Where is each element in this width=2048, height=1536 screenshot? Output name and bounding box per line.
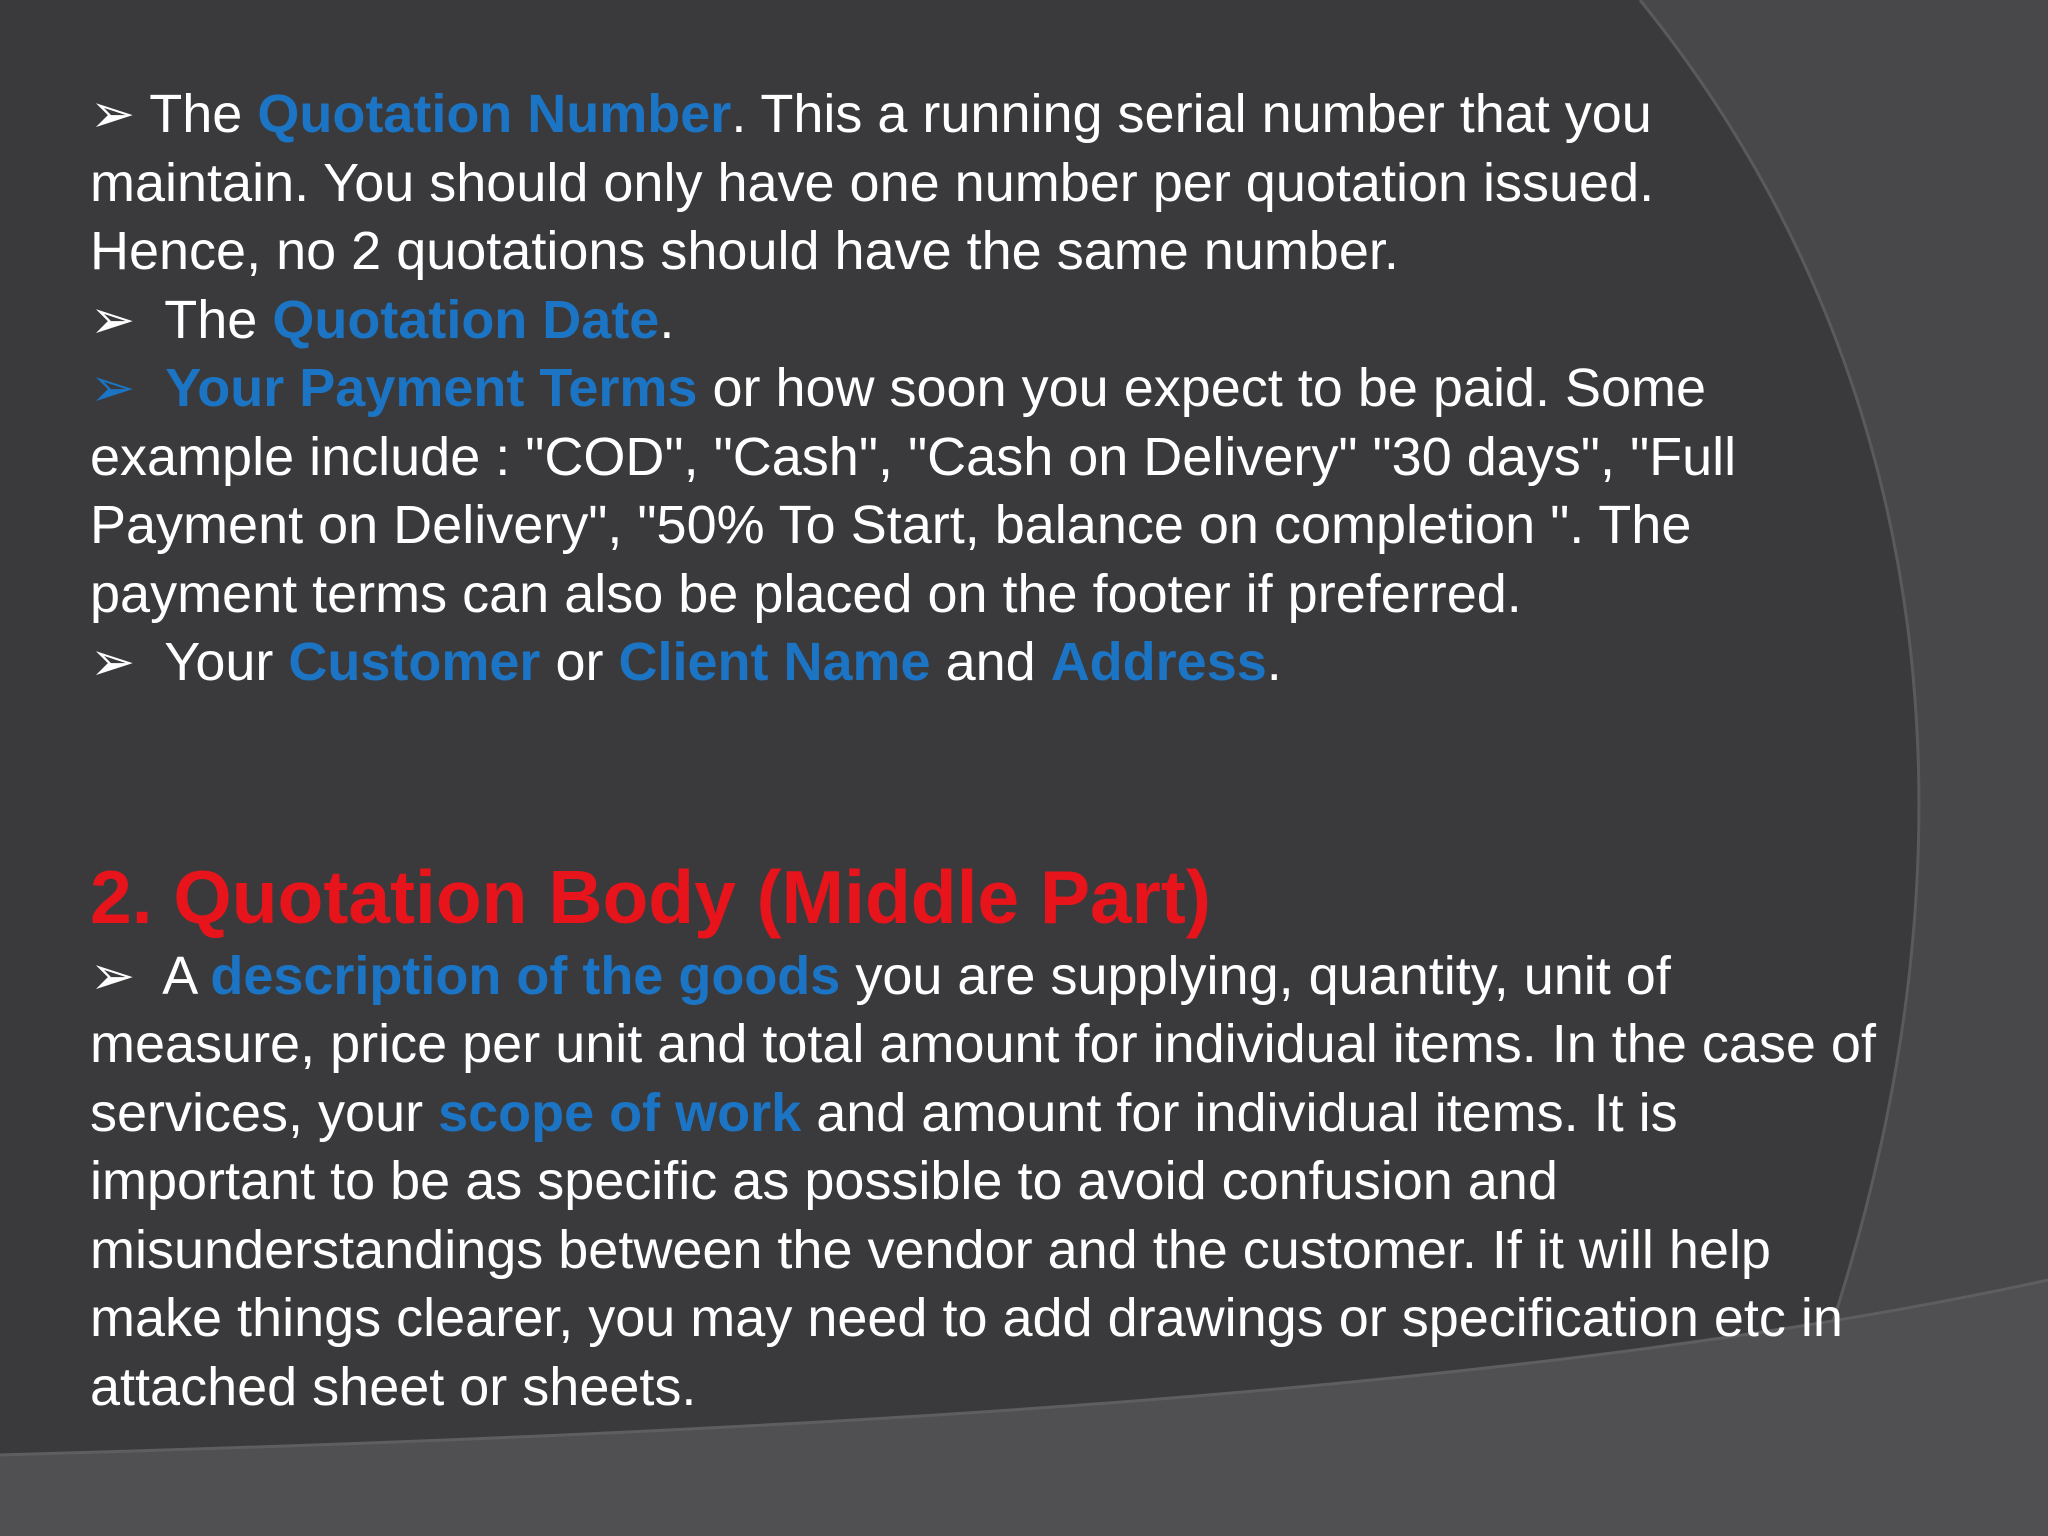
highlight-quotation-date: Quotation Date bbox=[272, 289, 660, 350]
arrowhead-bullet-icon: ➢ bbox=[90, 632, 136, 692]
text-line: measure, price per unit and total amount for individual items. In the case of bbox=[90, 1014, 1876, 1074]
highlight-address: Address bbox=[1050, 632, 1267, 692]
text-line: Payment on Delivery", "50% To Start, balance on completion ". The bbox=[90, 495, 1692, 555]
text-line: Hence, no 2 quotations should have the same number. bbox=[90, 221, 1399, 281]
highlight-payment-terms: Your Payment Terms bbox=[165, 358, 698, 418]
section-heading: 2. Quotation Body (Middle Part) bbox=[90, 854, 1211, 939]
bullet-customer-details: ➢ Your Customer or Client Name and Address. bbox=[90, 628, 1990, 697]
bullet-payment-terms: ➢ Your Payment Terms or how soon you expect to be paid. Some bbox=[90, 354, 1990, 423]
highlight-scope-of-work: scope of work bbox=[438, 1082, 802, 1143]
highlight-goods-description: description of the goods bbox=[210, 945, 841, 1006]
text-line: example include : "COD", "Cash", "Cash on Delivery" "30 days", "Full bbox=[90, 426, 1737, 487]
bullet-quotation-number: ➢ The Quotation Number. This a running serial number that you bbox=[90, 80, 1990, 149]
highlight-client-name: Client Name bbox=[618, 632, 931, 692]
highlight-customer: Customer bbox=[288, 632, 541, 692]
text-line: misunderstandings between the vendor and the customer. If it will help bbox=[90, 1219, 1771, 1280]
text-line: important to be as specific as possible to avoid confusion and bbox=[90, 1151, 1558, 1211]
bullet-quotation-date: ➢ The Quotation Date. bbox=[90, 286, 1990, 355]
highlight-quotation-number: Quotation Number bbox=[257, 84, 732, 144]
text-line: services, your scope of work and amount for individual items. It is bbox=[90, 1082, 1678, 1143]
arrowhead-bullet-icon: ➢ bbox=[90, 84, 136, 144]
arrowhead-bullet-icon: ➢ bbox=[90, 289, 136, 350]
text-line: make things clearer, you may need to add drawings or specification etc in bbox=[90, 1288, 1843, 1348]
text-line: payment terms can also be placed on the footer if preferred. bbox=[90, 563, 1522, 624]
text-line: attached sheet or sheets. bbox=[90, 1356, 697, 1417]
slide-content bbox=[90, 80, 1990, 1421]
text-line: maintain. You should only have one number per quotation issued. bbox=[90, 152, 1655, 213]
arrowhead-bullet-icon: ➢ bbox=[90, 358, 136, 418]
bullet-goods-description: ➢ A description of the goods you are supplying, quantity, unit of bbox=[90, 942, 1990, 1011]
arrowhead-bullet-icon: ➢ bbox=[90, 945, 136, 1006]
